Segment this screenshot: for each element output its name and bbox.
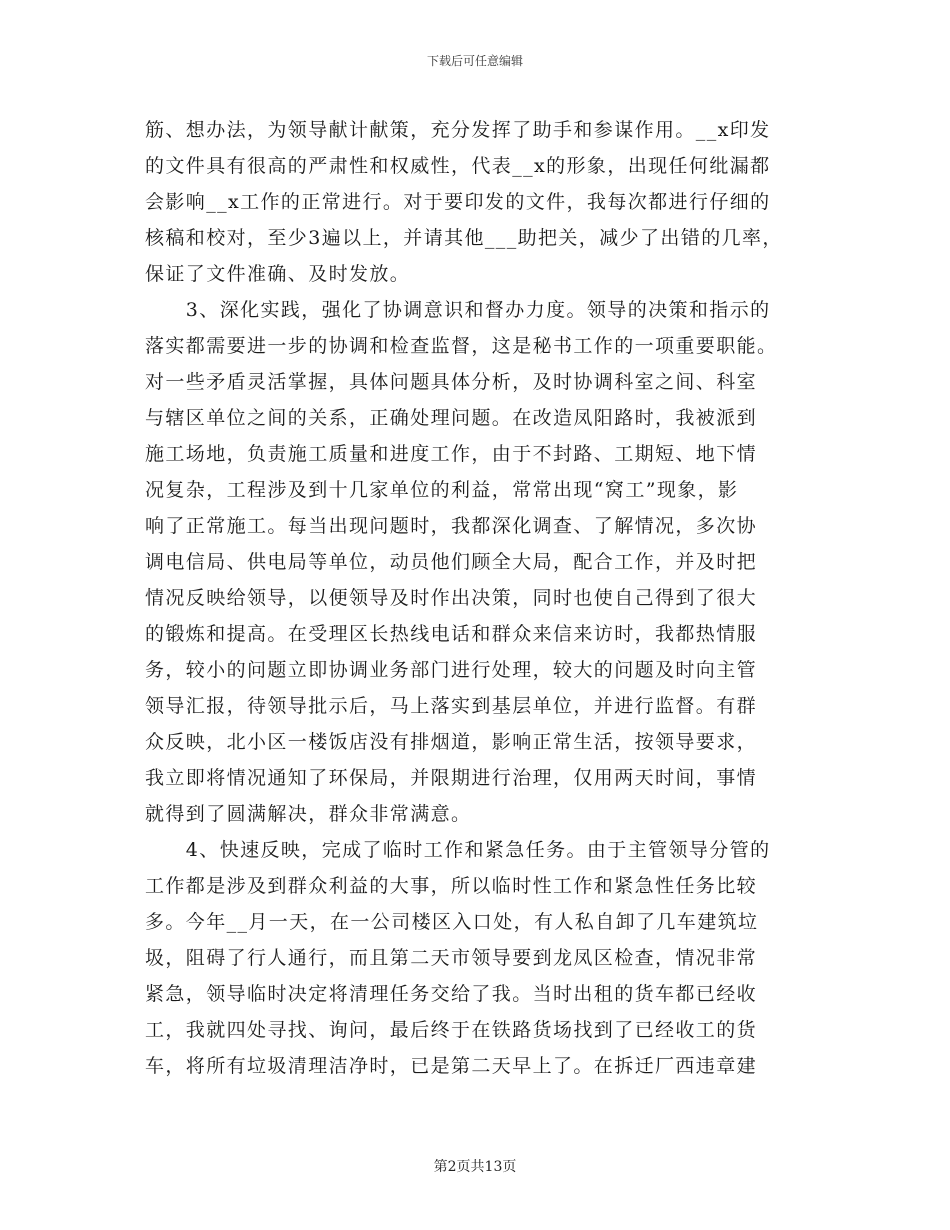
text-line: 多。今年__月一天，在一公司楼区入口处，有人私自卸了几车建筑垃: [145, 911, 759, 933]
text-line: 对一些矛盾灵活掌握，具体问题具体分析，及时协调科室之间、科室: [145, 371, 758, 393]
text-line: 与辖区单位之间的关系，正确处理问题。在改造凤阳路时，我被派到: [145, 407, 758, 429]
text-line: 车，将所有垃圾清理洁净时，已是第二天早上了。在拆迁厂西违章建: [145, 1055, 758, 1077]
text-line: 核稿和校对，至少3遍以上，并请其他___助把关，减少了出错的几率，: [145, 227, 783, 249]
text-line: 落实都需要进一步的协调和检查监督，这是秘书工作的一项重要职能。: [145, 335, 778, 357]
text-line: 就得到了圆满解决，群众非常满意。: [145, 803, 472, 825]
text-line: 保证了文件准确、及时发放。: [145, 263, 411, 285]
document-body: [145, 112, 805, 1084]
text-line: 的锻炼和提高。在受理区长热线电话和群众来信来访时，我都热情服: [145, 623, 758, 645]
text-line: 的文件具有很高的严肃性和权威性，代表__x的形象，出现任何纰漏都: [145, 155, 771, 177]
text-line: 响了正常施工。每当出现问题时，我都深化调查、了解情况，多次协: [145, 515, 758, 537]
text-line: 4、快速反映，完成了临时工作和紧急任务。由于主管领导分管的: [145, 839, 771, 861]
text-line: 会影响__x工作的正常进行。对于要印发的文件，我每次都进行仔细的: [145, 191, 771, 213]
text-line: 紧急，领导临时决定将清理任务交给了我。当时出租的货车都已经收: [145, 983, 758, 1005]
page-footer: 第2页共13页: [433, 1159, 517, 1175]
text-line: 务，较小的问题立即协调业务部门进行处理，较大的问题及时向主管: [145, 659, 758, 681]
text-line: 圾，阻碍了行人通行，而且第二天市领导要到龙凤区检查，情况非常: [145, 947, 758, 969]
text-line: 3、深化实践，强化了协调意识和督办力度。领导的决策和指示的: [145, 299, 771, 321]
text-line: 况复杂，工程涉及到十几家单位的利益，常常出现“窝工”现象，影: [145, 479, 739, 501]
page-header: 下载后可任意编辑: [426, 54, 523, 68]
text-line: 工，我就四处寻找、询问，最后终于在铁路货场找到了已经收工的货: [145, 1019, 758, 1041]
text-line: 施工场地，负责施工质量和进度工作，由于不封路、工期短、地下情: [145, 443, 758, 465]
text-line: 我立即将情况通知了环保局，并限期进行治理，仅用两天时间，事情: [145, 767, 758, 789]
text-line: 情况反映给领导，以便领导及时作出决策，同时也使自己得到了很大: [145, 587, 758, 609]
text-line: 工作都是涉及到群众利益的大事，所以临时性工作和紧急性任务比较: [145, 875, 758, 897]
text-line: 筋、想办法，为领导献计献策，充分发挥了助手和参谋作用。__x印发: [145, 119, 771, 141]
text-line: 众反映，北小区一楼饭店没有排烟道，影响正常生活，按领导要求，: [145, 731, 758, 753]
text-line: 领导汇报，待领导批示后，马上落实到基层单位，并进行监督。有群: [145, 695, 758, 717]
text-line: 调电信局、供电局等单位，动员他们顾全大局，配合工作，并及时把: [145, 551, 758, 573]
